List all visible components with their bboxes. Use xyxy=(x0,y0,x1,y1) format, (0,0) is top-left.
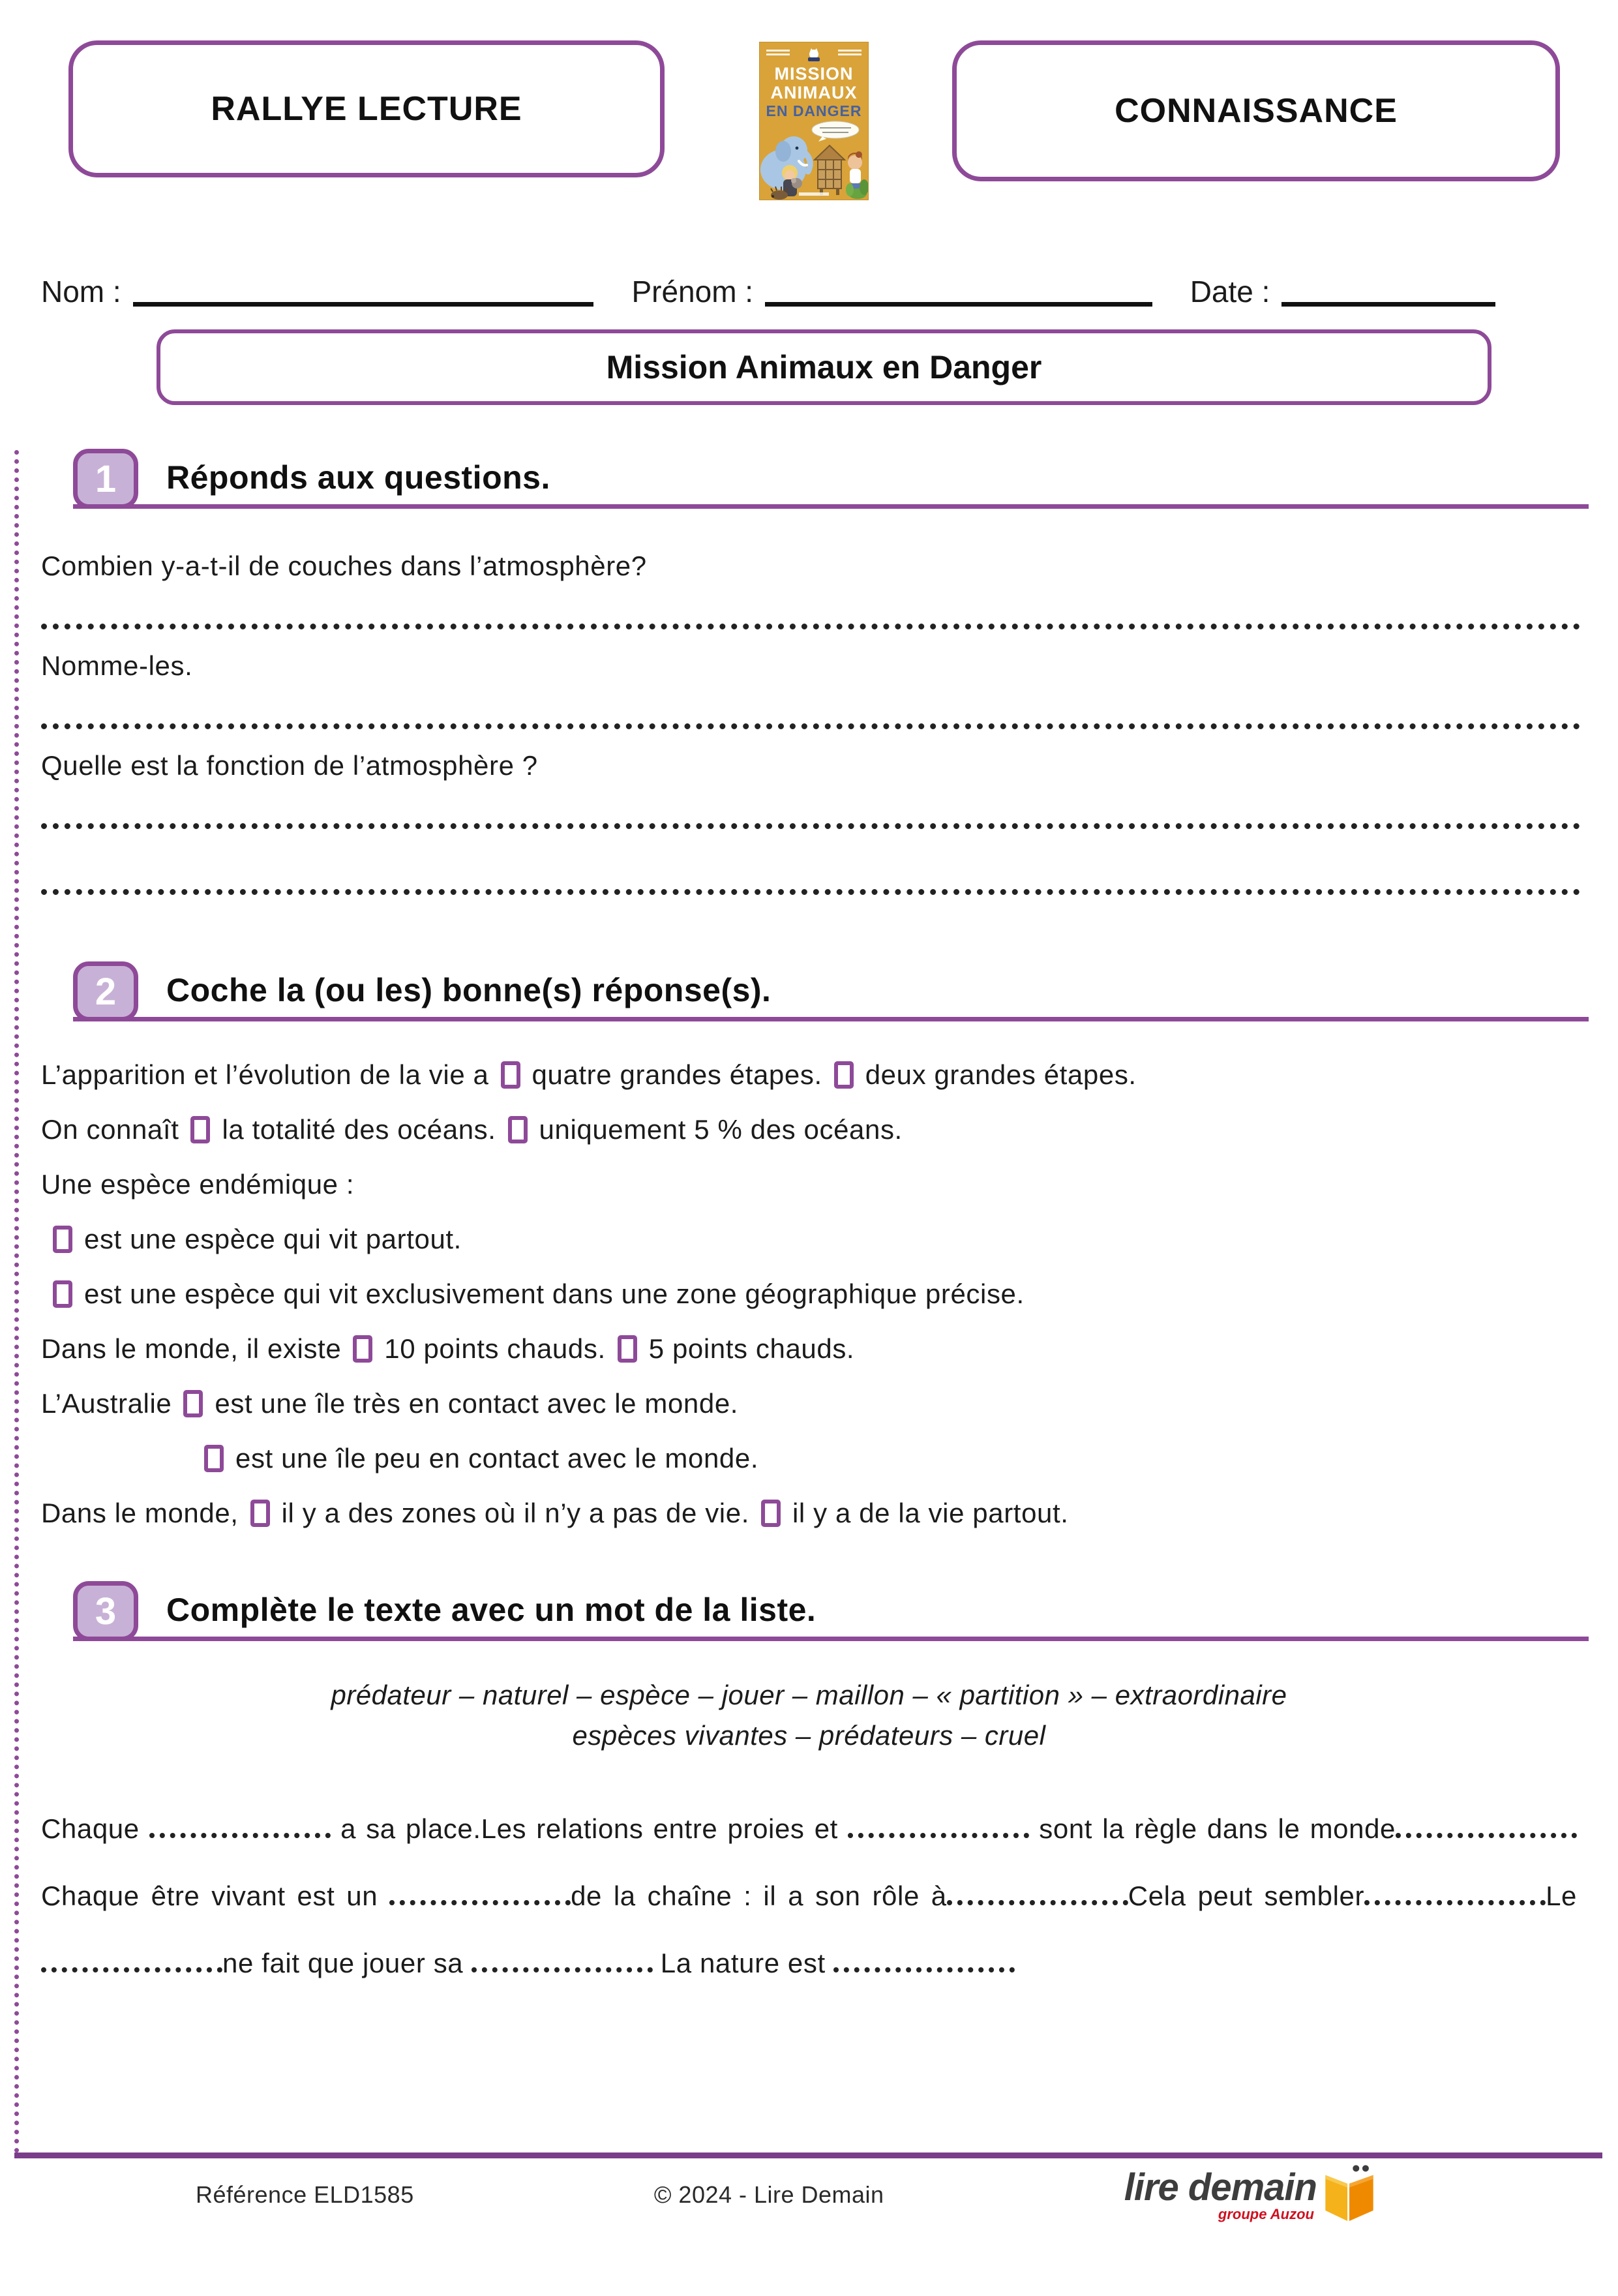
checkbox[interactable] xyxy=(761,1500,781,1527)
identity-row xyxy=(41,273,1495,310)
cloze-blank[interactable] xyxy=(848,1825,1029,1838)
cloze-blank[interactable] xyxy=(833,1959,1015,1972)
cover-author-right xyxy=(838,48,861,57)
section-2-badge: 2 xyxy=(73,961,138,1021)
section-2-heading: Coche la (ou les) bonne(s) réponse(s). xyxy=(166,972,772,1008)
choice-text: L’Australie xyxy=(41,1388,172,1419)
choice-line xyxy=(41,1102,1589,1157)
logo-subtext: groupe Auzou xyxy=(1218,2206,1314,2222)
rallye-lecture-box xyxy=(68,40,665,177)
choice-text: il y a des zones où il n’y a pas de vie. xyxy=(281,1498,749,1528)
choice-text: est une espèce qui vit exclusivement dans une zone géographique précise. xyxy=(84,1278,1025,1309)
cloze-text: ne fait que jouer sa xyxy=(222,1948,472,1978)
footer-divider xyxy=(14,2152,1602,2158)
word-list xyxy=(41,1675,1577,1756)
word-list-line2: espèces vivantes – prédateurs – cruel xyxy=(572,1720,1046,1751)
date-line[interactable] xyxy=(1281,294,1495,307)
choice-text: il y a de la vie partout. xyxy=(792,1498,1069,1528)
cloze-text: Cela peut sembler xyxy=(1128,1881,1365,1911)
lire-demain-logo xyxy=(1124,2167,1378,2223)
cloze-blank[interactable] xyxy=(41,1959,222,1972)
choice-line xyxy=(41,1376,1589,1431)
section-3-header xyxy=(73,1581,1589,1641)
choice-text: deux grandes étapes. xyxy=(865,1059,1137,1090)
choice-text: uniquement 5 % des océans. xyxy=(539,1114,903,1145)
cloze-blank[interactable] xyxy=(1364,1892,1546,1905)
cover-title-line2: ANIMAUX xyxy=(770,83,858,102)
checkbox[interactable] xyxy=(508,1116,528,1143)
cover-cat-logo-icon xyxy=(806,48,822,63)
answer-line[interactable] xyxy=(41,823,1580,829)
choice-line xyxy=(41,1431,1589,1486)
checkbox[interactable] xyxy=(204,1445,224,1472)
cloze-text: Chaque être vivant est un xyxy=(41,1881,390,1911)
checkbox[interactable] xyxy=(618,1335,637,1363)
section-3-heading: Complète le texte avec un mot de la liste. xyxy=(166,1592,816,1628)
choice-line xyxy=(41,1486,1589,1541)
footer-copyright: © 2024 - Lire Demain xyxy=(653,2181,884,2208)
answer-line[interactable] xyxy=(41,723,1580,729)
checkbox[interactable] xyxy=(53,1280,72,1308)
rallye-lecture-label: RALLYE LECTURE xyxy=(211,90,522,128)
cover-publisher-mark xyxy=(799,192,829,196)
cover-title-line3: EN DANGER xyxy=(766,102,862,119)
logo-text: lire demain xyxy=(1124,2166,1317,2209)
nom-line[interactable] xyxy=(133,294,594,307)
choice-text: Une espèce endémique : xyxy=(41,1169,355,1200)
section-1-heading: Réponds aux questions. xyxy=(166,459,550,496)
section-2-header xyxy=(73,961,1589,1021)
date-label: Date : xyxy=(1190,275,1270,309)
footer xyxy=(196,2167,1378,2223)
choice-text: Dans le monde, il existe xyxy=(41,1333,342,1364)
choice-line xyxy=(41,1157,1589,1212)
choice-text: 10 points chauds. xyxy=(384,1333,606,1364)
cloze-blank[interactable] xyxy=(149,1825,331,1838)
worksheet-title-box xyxy=(157,329,1491,405)
section-3-badge: 3 xyxy=(73,1581,138,1641)
left-dotted-margin xyxy=(14,450,19,2154)
cloze-blank[interactable] xyxy=(389,1892,571,1905)
cover-authors xyxy=(760,42,868,65)
section-1-badge: 1 xyxy=(73,449,138,509)
connaissance-label: CONNAISSANCE xyxy=(1115,92,1398,130)
cover-author-left xyxy=(766,48,790,57)
prenom-line[interactable] xyxy=(765,294,1152,307)
cloze-paragraph xyxy=(41,1795,1577,1997)
cover-illustration xyxy=(760,121,868,200)
cloze-text: Chaque xyxy=(41,1813,149,1844)
section-2-choices xyxy=(41,1048,1589,1541)
logo-book-icon xyxy=(1321,2162,1378,2223)
choice-line xyxy=(41,1048,1589,1102)
footer-reference: Référence ELD1585 xyxy=(196,2181,414,2208)
section-1-header xyxy=(73,449,1589,509)
cloze-blank[interactable] xyxy=(472,1959,653,1972)
book-cover xyxy=(759,42,869,200)
worksheet-title: Mission Animaux en Danger xyxy=(606,349,1042,385)
choice-text: Dans le monde, xyxy=(41,1498,239,1528)
choice-text: est une île très en contact avec le monde. xyxy=(215,1388,739,1419)
cloze-text: a sa place.Les relations entre proies et xyxy=(330,1813,848,1844)
cloze-text: Le xyxy=(1546,1881,1577,1911)
question-text: Quelle est la fonction de l’atmosphère ? xyxy=(41,750,538,781)
checkbox[interactable] xyxy=(183,1390,203,1417)
answer-line[interactable] xyxy=(41,889,1580,895)
question-text: Combien y-a-t-il de couches dans l’atmosphère? xyxy=(41,551,647,581)
choice-line xyxy=(41,1212,1589,1267)
cloze-text: de la chaîne : il a son rôle à xyxy=(571,1881,947,1911)
answer-line[interactable] xyxy=(41,624,1580,629)
choice-text: 5 points chauds. xyxy=(648,1333,855,1364)
choice-line xyxy=(41,1267,1589,1322)
checkbox[interactable] xyxy=(353,1335,372,1363)
checkbox[interactable] xyxy=(834,1061,854,1089)
connaissance-box xyxy=(952,40,1560,181)
checkbox[interactable] xyxy=(501,1061,520,1089)
nom-label: Nom : xyxy=(41,275,121,309)
logo-words xyxy=(1124,2167,1317,2223)
cloze-blank[interactable] xyxy=(1396,1825,1577,1838)
cloze-blank[interactable] xyxy=(947,1892,1128,1905)
cover-title-line1: MISSION xyxy=(774,64,854,83)
choice-text: est une île peu en contact avec le monde. xyxy=(235,1443,759,1473)
cloze-text: La nature est xyxy=(652,1948,834,1978)
section-1-questions xyxy=(41,530,1580,895)
question-text: Nomme-les. xyxy=(41,650,193,681)
word-list-line1: prédateur – naturel – espèce – jouer – maillon – « partition » – extraordinaire xyxy=(331,1680,1287,1710)
choice-text: On connaît xyxy=(41,1114,179,1145)
choice-line xyxy=(41,1322,1589,1376)
prenom-label: Prénom : xyxy=(631,275,754,309)
choice-text: quatre grandes étapes. xyxy=(532,1059,822,1090)
checkbox[interactable] xyxy=(53,1226,72,1253)
choice-text: la totalité des océans. xyxy=(222,1114,496,1145)
choice-text: L’apparition et l’évolution de la vie a xyxy=(41,1059,489,1090)
checkbox[interactable] xyxy=(250,1500,270,1527)
cloze-text: sont la règle dans le monde xyxy=(1029,1813,1396,1844)
choice-text: est une espèce qui vit partout. xyxy=(84,1224,462,1254)
checkbox[interactable] xyxy=(190,1116,210,1143)
